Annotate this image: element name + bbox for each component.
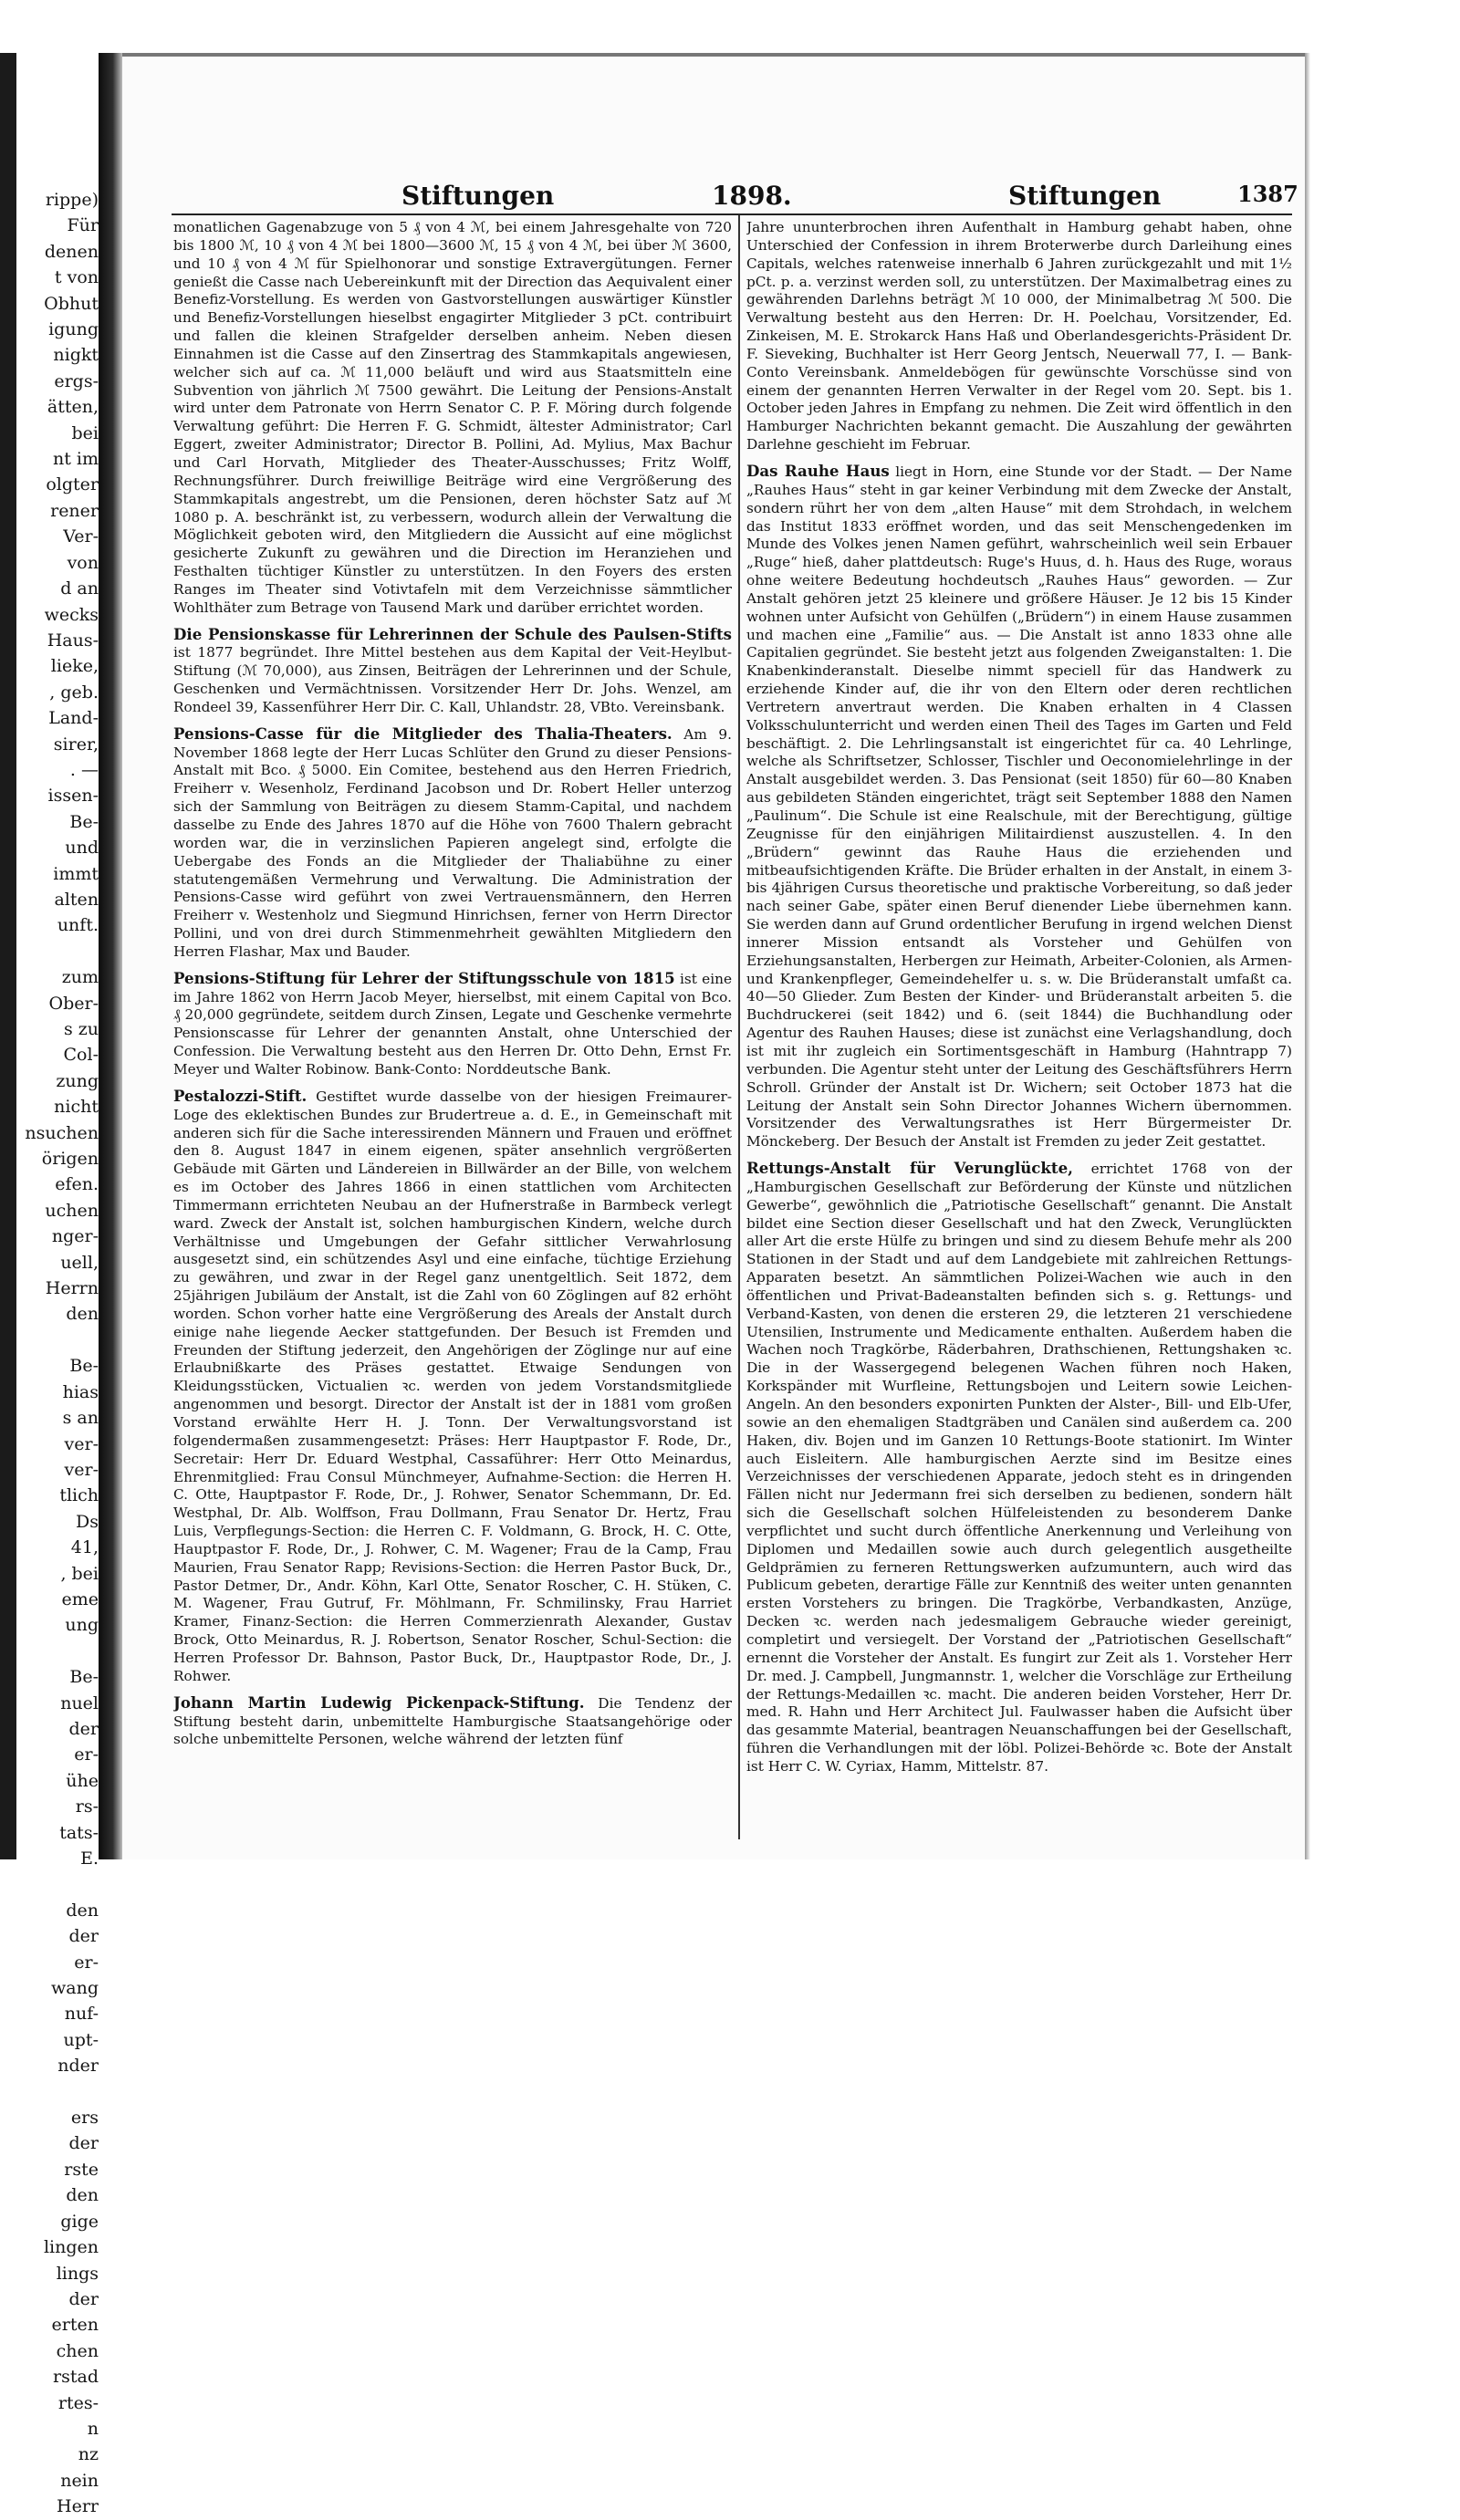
column-divider xyxy=(738,215,740,1839)
right-column xyxy=(746,219,1292,1834)
running-header xyxy=(164,181,1296,212)
section-heading: Pestalozzi-Stift. xyxy=(173,1086,308,1105)
header-right-title: Stiftungen xyxy=(1008,181,1162,211)
book-gutter xyxy=(99,53,122,1859)
page-right-edge xyxy=(1305,53,1310,1859)
section-heading: Pensions-Stiftung für Lehrer der Stiftungsschule von 1815 xyxy=(173,968,675,987)
header-rule xyxy=(172,213,1292,215)
paragraph: Das Rauhe Haus liegt in Horn, eine Stunde vor der Stadt. — Der Name „Rauhes Haus“ steht in gar keiner Verbindung mit dem Zwecke der Anstalt, sondern rührt her von dem „alten Hause“ mit dem Strohdach, in welchem das Institut 1833 eröffnet worden, und das seit Menschengedenken im Munde des Volkes jenen Namen geführt, wahrscheinlich weil sein Erbauer „Ruge“ hieß, daher plattdeutsch: Ruge's Huus, d. h. Haus des Ruge, woraus ohne weitere Bedeutung hochdeutsch „Rauhes Haus“ geworden. — Zur Anstalt gehören jetzt 25 kleinere und größere Häuser. Je 12 bis 15 Kinder wohnen unter Aufsicht von Gehülfen („Brüdern“) in einem Hause zusammen und machen eine „Familie“ aus. — Die Anstalt ist anno 1833 ohne alle Capitalien gegründet. Sie besteht jetzt aus folgenden Zweiganstalten: 1. Die Knabenkinderanstalt. Dieselbe nimmt speciell für das Handwerk zu erziehende Kinder auf, die ihr von den Eltern oder deren rechtlichen Vertretern anvertraut werden. Die Knaben erhalten in 4 Classen Volksschulunterricht und werden einen Theil des Tages im Garten und Feld beschäftigt. 2. Die Lehrlingsanstalt ist eingerichtet für ca. 40 Lehrlinge, welche als Schriftsetzer, Schlosser, Tischler und Oeconomielehrlinge in der Anstalt ausgebildet werden. 3. Das Pensionat (seit 1850) für 60—80 Knaben aus gebildeten Ständen eingerichtet, trägt seit September 1888 den Namen „Paulinum“. Die Schule ist eine Realschule, mit der Berechtigung, gültige Zeugnisse für den einjährigen Militairdienst auszustellen. 4. In den „Brüdern“ gewinnt das Rauhe Haus die erziehenden und mitbeaufsichtigenden Kräfte. Die Brüder erhalten in der Anstalt, in einem 3- bis 4jährigen Cursus theoretische und praktische Vorbereitung, so daß jeder nach seiner Gabe, später einen Beruf dienender Liebe übernehmen kann. Sie werden dann auf Grund ordentlicher Berufung in irgend welchen Dienst innerer Mission entsandt als Vorsteher und Gehülfen von Erziehungsanstalten, Herbergen zur Heimath, Arbeiter-Colonien, als Armen- und Krankenpfleger, Gemeindehelfer u. s. w. Die Brüderanstalt umfaßt ca. 40—50 Glieder. Zum Besten der Kinder- und Brüderanstalt arbeiten 5. die Buchdruckerei (seit 1842) und 6. (seit 1844) die Buchhandlung oder Agentur des Rauhen Hauses; diese ist zunächst eine Verlagshandlung, doch ist mit ihr zugleich ein Sortimentsgeschäft in Hamburg (Hahntrapp 7) verbunden. Die Agentur steht unter der Leitung des Geschäftsführers Herrn Schroll. Gründer der Anstalt ist Dr. Wichern; seit October 1873 hat die Leitung der Anstalt sein Sohn Director Johannes Wichern übernommen. Vorsitzender des Verwaltungsrathes ist Herr Bürgermeister Dr. Mönckeberg. Der Besuch der Anstalt ist Fremden zu jeder Zeit gestattet. xyxy=(746,461,1292,1151)
section-heading: Pensions-Casse für die Mitglieder des Thalia-Theaters. xyxy=(173,724,673,743)
header-left-title: Stiftungen xyxy=(402,181,555,211)
left-page-fragment: rippe) Für denen t von Obhut igung nigkt ergs- ätten, bei nt im olgter rener Ver- von d an wecks Haus- lieke, , geb. Land- sirer, . — issen- Be- und immt alten unft. zum Ober- s zu Col- zung nicht nsuchen örigen efen. uchen nger- uell, Herrn den Be- hias s an ver- ver- tlich Ds 41, , bei eme ung Be- nuel der er- ühe rs- tats- E. den der er- wang nuf- upt- nder ers der rste den gige lingen lings der erten chen rstad rtes- n nz nein Herr xyxy=(25,190,99,2517)
section-heading: Das Rauhe Haus xyxy=(746,461,890,480)
paragraph: Johann Martin Ludewig Pickenpack-Stiftung. Die Tendenz der Stiftung besteht darin, unbemittelte Hamburgische Staatsangehörige oder solche unbemittelte Personen, welche während der letzten fünf xyxy=(173,1692,732,1748)
left-column xyxy=(173,219,732,1834)
section-heading: Johann Martin Ludewig Pickenpack-Stiftung. xyxy=(173,1692,585,1712)
paragraph: Pensions-Stiftung für Lehrer der Stiftungsschule von 1815 ist eine im Jahre 1862 von Herrn Jacob Meyer, hierselbst, mit einem Capital von Bco. ₰ 20,000 gegründete, seitdem durch Zinsen, Legate und Geschenke vermehrte Pensionscasse für Lehrer der genannten Anstalt, ohne Unterschied der Confession. Die Verwaltung besteht aus den Herren Dr. Otto Dehn, Ernst Fr. Meyer und Walter Robinow. Bank-Conto: Norddeutsche Bank. xyxy=(173,968,732,1078)
paragraph: monatlichen Gagenabzuge von 5 ₰ von 4 ℳ, bei einem Jahresgehalte von 720 bis 1800 ℳ, 10 ₰ von 4 ℳ bei 1800—3600 ℳ, 15 ₰ von 4 ℳ, bei über ℳ 3600, und 10 ₰ von 4 ℳ für Spielhonorar und sonstige Extravergütungen. Ferner genießt die Casse nach Uebereinkunft mit der Direction das Aequivalent einer Benefiz-Vorstellung. Es werden von Gastvorstellungen auswärtiger Künstler und Benefiz-Vorstellungen hieselbst engagirter Mitglieder 3 pCt. contribuirt und fallen die kleinen Strafgelder derselben anheim. Neben diesen Einnahmen ist die Casse auf den Zinsertrag des Stammkapitals angewiesen, welcher sich auf ca. ℳ 11,000 beläuft und wird aus Staatsmitteln eine Subvention von jährlich ℳ 7500 gewährt. Die Leitung der Pensions-Anstalt wird unter dem Patronate von Herrn Senator C. P. F. Möring durch folgende Verwaltung geführt: Die Herren F. G. Schmidt, ältester Administrator; Carl Eggert, zweiter Administrator; Director B. Pollini, Ad. Mylius, Max Bachur und Carl Horvath, Mitglieder des Theater-Ausschusses; Fritz Wolff, Rechnungsführer. Durch freiwillige Beiträge wird eine Vergrößerung des Stammkapitals angestrebt, um die Pensionen, deren höchster Satz auf ℳ 1080 p. A. beschränkt ist, zu verbessern, wodurch allein der Verwaltung die Möglichkeit geboten wird, den Mitgliedern die Aussicht auf eine möglichst gesicherte Zukunft zu gewähren und die Direction im Heranziehen und Festhalten tüchtiger Künstler zu unterstützen. In den Foyers des ersten Ranges im Theater sind Votivtafeln mit dem Verzeichnisse sämmtlicher Wohlthäter zum Betrage von Tausend Mark und darüber errichtet worden. xyxy=(173,219,732,616)
book-spine-edge xyxy=(0,53,16,1859)
paragraph: Die Pensionskasse für Lehrerinnen der Schule des Paulsen-Stifts ist 1877 begründet. Ihre Mittel bestehen aus dem Kapital der Veit-Heylbut-Stiftung (ℳ 70,000), aus Zinsen, Beiträgen der Lehrerinnen und der Schule, Geschenken und Vermächtnissen. Vorsitzender Herr Dr. Johs. Wenzel, am Rondeel 39, Kassenführer Herr Dir. C. Kall, Uhlandstr. 28, VBto. Vereinsbank. xyxy=(173,624,732,715)
paragraph: Jahre ununterbrochen ihren Aufenthalt in Hamburg gehabt haben, ohne Unterschied der Confession in ihrem Broterwerbe durch Darleihung eines Capitals, welches ratenweise innerhalb 6 Jahren zurückgezahlt und mit 1½ pCt. p. a. verzinst werden soll, zu unterstützen. Der Maximalbetrag eines zu gewährenden Darlehns beträgt ℳ 10 000, der Minimalbetrag ℳ 500. Die Verwaltung besteht aus den Herren: Dr. H. Poelchau, Vorsitzender, Ed. Zinkeisen, M. E. Strokarck Hans Haß und Oberlandesgerichts-Präsident Dr. F. Sieveking, Buchhalter ist Herr Georg Jentsch, Neuerwall 77, I. — Bank-Conto Vereinsbank. Anmeldebögen für gewünschte Vorschüsse sind von einem der genannten Herren Verwalter in der Regel vom 20. Sept. bis 1. October jeden Jahres in Empfang zu nehmen. Die Zeit wird öffentlich in den Hamburger Nachrichten bekannt gemacht. Die Auszahlung der gewährten Darlehne geschieht im Februar. xyxy=(746,219,1292,453)
page-number: 1387 xyxy=(1237,181,1298,207)
section-heading: Rettungs-Anstalt für Verunglückte, xyxy=(746,1159,1073,1178)
paragraph: Rettungs-Anstalt für Verunglückte, errichtet 1768 von der „Hamburgischen Gesellschaft zur Beförderung der Künste und nützlichen Gewerbe“, gewöhnlich die „Patriotische Gesellschaft“ genannt. Die Anstalt bildet eine Section dieser Gesellschaft und hat den Zweck, Verunglückten aller Art die erste Hülfe zu bringen und sind zu diesem Behufe mehr als 200 Stationen in der Stadt und auf dem Landgebiete mit zahlreichen Rettungs-Apparaten besetzt. An sämmtlichen Polizei-Wachen wie auch in den öffentlichen und Privat-Badeanstalten befinden sich s. g. Rettungs- und Verband-Kasten, von denen die ersteren 29, die letzteren 21 verschiedene Utensilien, Instrumente und Medicamente enthalten. Außerdem haben die Wachen noch Tragkörbe, Räderbahren, Drathschienen, Rettungshaken ꝛc. Die in der Wassergegend belegenen Wachen führen noch Haken, Korkspänder mit Wurfleine, Rettungsbojen und Leitern sowie Leichen-Angeln. An den besonders exponirten Punkten der Alster-, Bill- und Elb-Ufer, sowie an den ehemaligen Stadtgräben und Canälen sind außerdem ca. 200 Haken, div. Bojen und im Ganzen 10 Rettungs-Boote stationirt. Im Winter auch Eisleitern. Alle hamburgischen Aerzte sind im Besitze eines Verzeichnisses der verschiedenen Apparate, jedoch steht es in dringenden Fällen nicht nur Jedermann frei sich derselben zu bedienen, sondern hält sich die Gesellschaft solchen Hülfeleistenden zu besonderem Danke verpflichtet und sucht durch öffentliche Anerkennung und Verleihung von Diplomen und Medaillen sowie auch durch gelegentlich ausgetheilte Geldprämien zu ferneren Rettungswerken aufzumuntern, auch wird das Publicum gebeten, derartige Fälle zur Kenntniß des weiter unten genannten ersten Vorstehers zu bringen. Die Tragkörbe, Verbandkasten, Anzüge, Decken ꝛc. werden nach jedesmaligem Gebrauche wieder gereinigt, completirt und versiegelt. Der Vorstand der „Patriotischen Gesellschaft“ ernennt die Vorsteher der Anstalt. Es fungirt zur Zeit als 1. Vorsteher Herr Dr. med. J. Campbell, Jungmannstr. 1, welcher die Vorschläge zur Ertheilung der Rettungs-Medaillen ꝛc. macht. Die anderen beiden Vorsteher, Herr Dr. med. R. Hahn und Herr Architect Jul. Faulwasser haben die Aufsicht über das gesammte Material, beantragen Neuanschaffungen bei der Gesellschaft, führen die Verhandlungen mit der löbl. Polizei-Behörde ꝛc. Bote der Anstalt ist Herr C. W. Cyriax, Hamm, Mittelstr. 87. xyxy=(746,1159,1292,1775)
paragraph: Pestalozzi-Stift. Gestiftet wurde dasselbe von der hiesigen Freimaurer-Loge des eklektischen Bundes zur Brudertreue a. d. E., in Gemeinschaft mit anderen sich für die Sache interessirenden Männern und Frauen und eröffnet den 8. August 1847 in einem eigenen, später ansehnlich vergrößerten Gebäude mit Gärten und Ländereien in Billwärder an der Bille, von welchem es im October des Jahres 1866 in einen stattlichen vom Architecten Timmermann errichteten Neubau an der Hufnerstraße in Barmbeck verlegt ward. Zweck der Anstalt ist, solchen hamburgischen Kindern, welche durch Verhältnisse und Umgebungen der Gefahr sittlicher Verwahrlosung ausgesetzt sind, ein schützendes Asyl und eine einfache, tüchtige Erziehung zu gewähren, und zwar in der Regel ganz unentgeltlich. Seit 1872, dem 25jährigen Jubiläum der Anstalt, ist die Zahl von 60 Zöglingen auf 82 erhöht worden. Schon vorher hatte eine Vergrößerung des Areals der Anstalt durch einige nahe liegende Aecker stattgefunden. Der Besuch ist Fremden und Freunden der Stiftung jederzeit, den Angehörigen der Zöglinge nur auf eine Erlaubnißkarte des Präses gestattet. Etwaige Sendungen von Kleidungsstücken, Victualien ꝛc. werden von jedem Vorstandsmitgliede angenommen und besorgt. Director der Anstalt ist der in 1881 vom großen Vorstand erwählte Herr H. J. Tonn. Der Verwaltungsvorstand ist folgendermaßen zusammengesetzt: Präses: Herr Hauptpastor F. Rode, Dr., Secretair: Herr Dr. Eduard Westphal, Cassaführer: Herr Otto Meinardus, Ehrenmitglied: Frau Consul Münchmeyer, Aufnahme-Section: die Herren H. C. Otte, Hauptpastor F. Rode, Dr., J. Rohwer, Senator Schemmann, Dr. Ed. Westphal, Dr. Alb. Wolffson, Frau Dollmann, Frau Senator Dr. Hertz, Frau Luis, Verpflegungs-Section: die Herren C. F. Voldmann, G. Brock, H. C. Otte, Hauptpastor F. Rode, Dr., J. Rohwer, C. M. Wagener; Frau de la Camp, Frau Maurien, Frau Senator Rapp; Revisions-Section: die Herren Pastor Buck, Dr., Pastor Detmer, Dr., Andr. Köhn, Karl Otte, Senator Roscher, C. H. Stüken, C. M. Wagener, Frau Gutruf, Fr. Möhlmann, Fr. Schmilinsky, Frau Harriet Kramer, Finanz-Section: die Herren Commerzienrath Alexander, Gustav Brock, Otto Meinardus, R. J. Robertson, Senator Roscher, Schul-Section: die Herren Professor Dr. Bahnson, Pastor Buck, Dr., Hauptpastor Rode, Dr., J. Rohwer. xyxy=(173,1086,732,1684)
paragraph: Pensions-Casse für die Mitglieder des Thalia-Theaters. Am 9. November 1868 legte der Herr Lucas Schlüter den Grund zu dieser Pensions-Anstalt mit Bco. ₰ 5000. Ein Comitee, bestehend aus den Herren Friedrich, Freiherr v. Wesenholz, Ferdinand Jacobson und Dr. Robert Heller unterzog sich der Sammlung von Beiträgen zu diesem Stamm-Capital, und nachdem dasselbe zu Ende des Jahres 1870 auf die Höhe von 7600 Thalern gebracht worden war, die in verzinslichen Papieren angelegt sind, erfolgte die Uebergabe des Fonds an die Mitglieder der Thaliabühne zu einer statutengemäßen Vermehrung und Verwaltung. Die Administration der Pensions-Casse wird geführt von zwei Vertrauensmännern, den Herren Freiherr v. Westenholz und Siegmund Hinrichsen, ferner von Herrn Director Pollini, und von drei durch Stimmenmehrheit gewählten Mitgliedern den Herren Flashar, Max und Bauder. xyxy=(173,724,732,960)
section-heading: Die Pensionskasse für Lehrerinnen der Schule des Paulsen-Stifts xyxy=(173,624,732,643)
page-top-edge xyxy=(122,53,1305,57)
header-year: 1898. xyxy=(712,181,792,211)
